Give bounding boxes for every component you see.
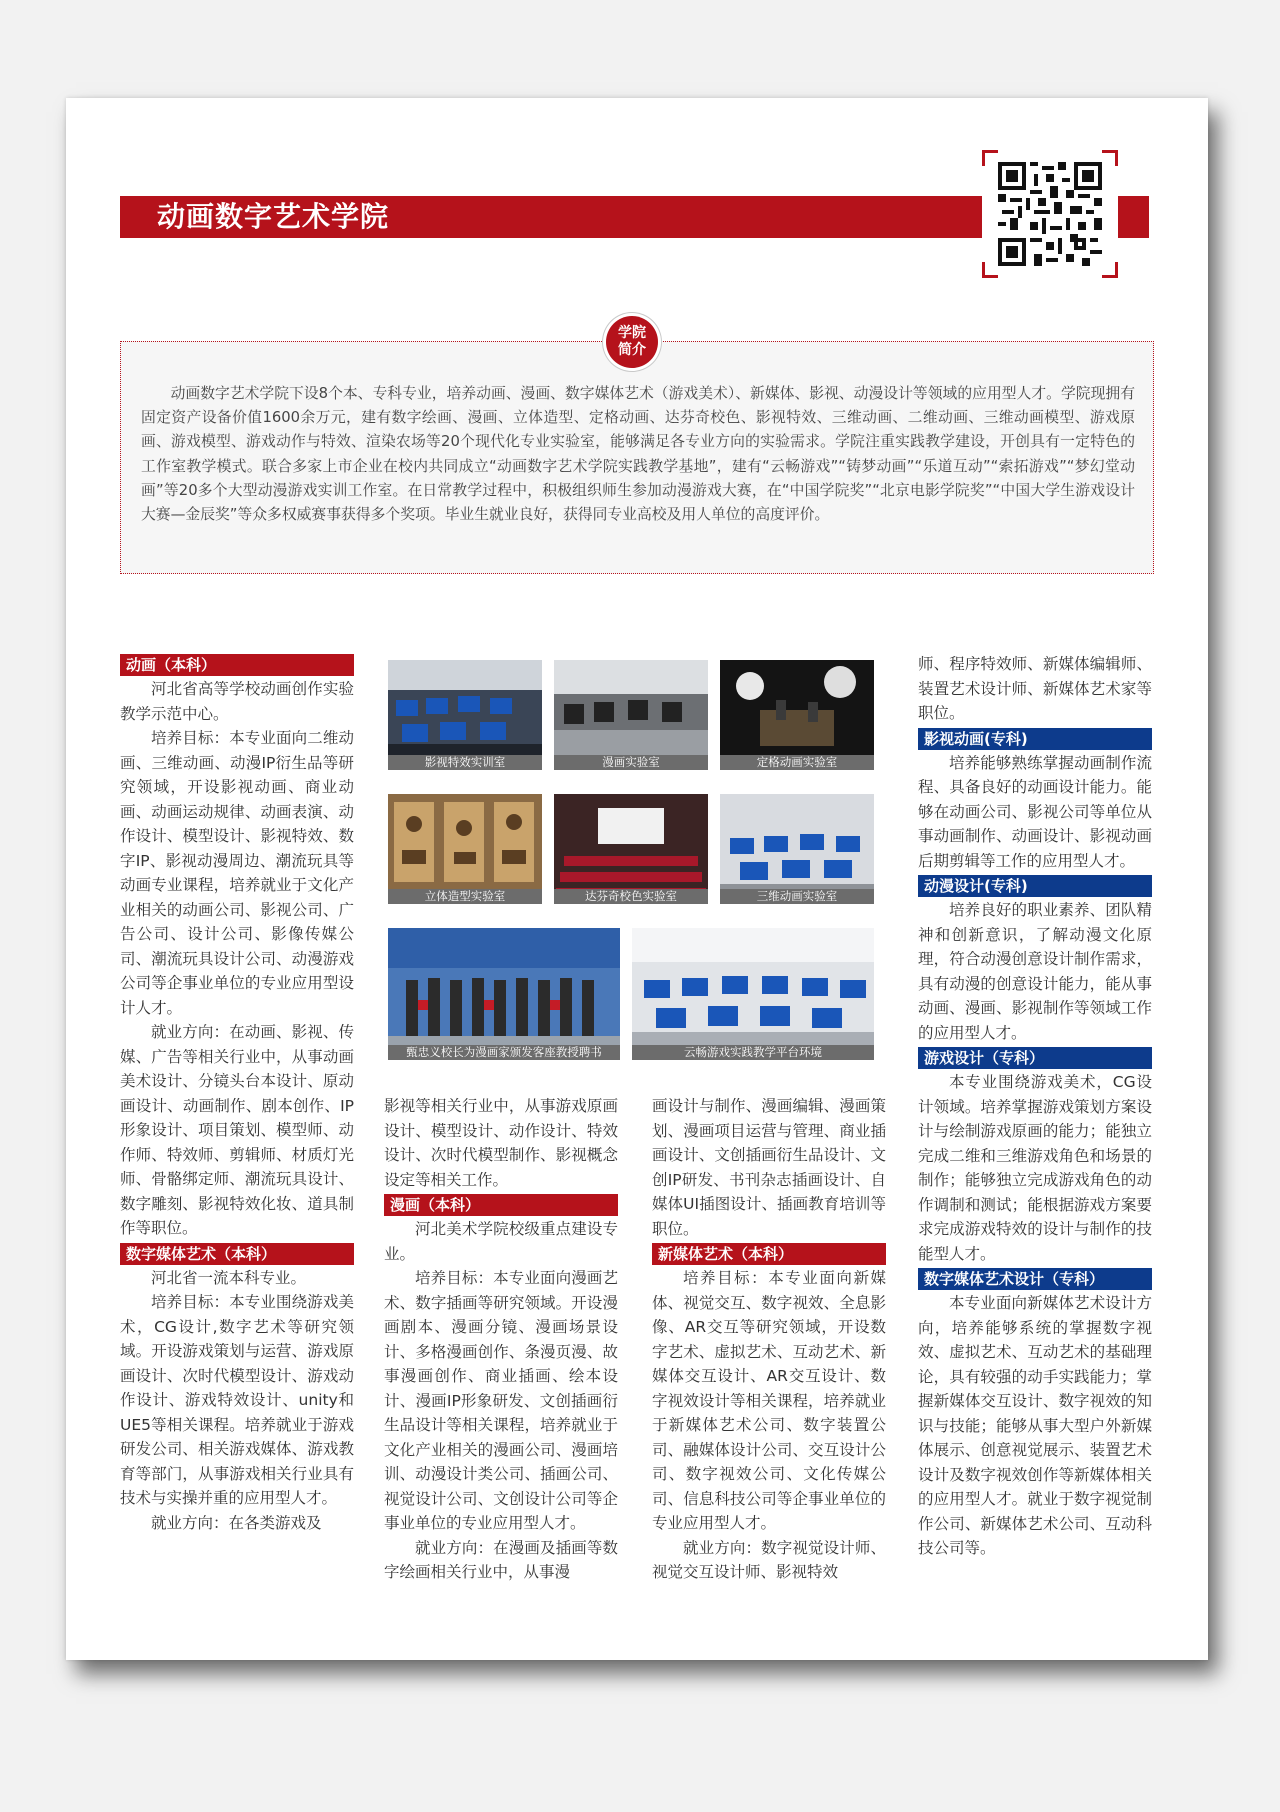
digital-media-career-cont: 影视等相关行业中，从事游戏原画设计、模型设计、动作设计、特效设计、次时代模型制作、影视概念设定等相关工作。 [384, 1097, 618, 1189]
column-3 [652, 1094, 886, 1585]
photo-award-ceremony [388, 928, 620, 1060]
intro-text: 动画数字艺术学院下设8个本、专科专业，培养动画、漫画、数字媒体艺术（游戏美术）、新媒体、影视、动漫设计等领域的应用型人才。学院现拥有固定资产设备价值1600余万元，建有数字绘画、漫画、立体造型、定格动画、达芬奇校色、影视特效、三维动画、二维动画、三维动画模型、游戏原画、游戏模型、游戏动作与特效、渲染农场等20个现代化专业实验室，能够满足各专业方向的实验需求。学院注重实践教学建设，开创具有一定特色的工作室教学模式。联合多家上市企业在校内共同成立“动画数字艺术学院实践教学基地”，建有“云畅游戏”“铸梦动画”“乐道互动”“索拓游戏”“梦幻堂动画”等20多个大型动漫游戏实训工作室。在日常教学过程中，积极组织师生参加动漫游戏大赛，在“中国学院奖”“北京电影学院奖”“中国大学生游戏设计大赛—金辰奖”等众多权威赛事获得多个奖项。毕业生就业良好，获得同专业高校及用人单位的高度评价。 [141, 385, 1135, 524]
photo-comic-lab [554, 660, 708, 770]
photo-caption: 影视特效实训室 [388, 755, 542, 770]
photo-caption: 云畅游戏实践教学平台环境 [632, 1045, 874, 1060]
qr-corner-top-left [982, 150, 998, 166]
photo-3d-lab [720, 794, 874, 904]
section-title-digital-media: 数字媒体艺术（本科） [120, 1243, 354, 1265]
photo-caption: 定格动画实验室 [720, 755, 874, 770]
section-title-film-animation: 影视动画(专科) [918, 728, 1152, 750]
intro-box [120, 341, 1154, 574]
photo-caption: 立体造型实验室 [388, 889, 542, 904]
section-title-new-media: 新媒体艺术（本科） [652, 1243, 886, 1265]
intro-badge-line1: 学院 [618, 325, 646, 341]
photo-vfx-lab [388, 660, 542, 770]
comic-goal: 培养目标：本专业面向漫画艺术、数字插画等研究领域。开设漫画剧本、漫画分镜、漫画场景设计、多格漫画创作、条漫页漫、故事漫画创作、商业插画、绘本设计、漫画IP形象研发、文创插画衍生品设计等相关课程，培养就业于文化产业相关的漫画公司、漫画培训、动漫设计类公司、插画公司、视觉设计公司、文创设计公司等企事业单位的专业应用型人才。 [384, 1269, 618, 1532]
qr-corner-top-right [1102, 150, 1118, 166]
photo-caption: 甄忠义校长为漫画家颁发客座教授聘书 [388, 1045, 620, 1060]
game-design-text: 本专业围绕游戏美术，CG设计领域。培养掌握游戏策划方案设计与绘制游戏原画的能力；能独立完成二维和三维游戏角色和场景的制作；能够独立完成游戏角色的动作调制和测试；能根据游戏方案要求完成游戏特效的设计与制作的技能型人才。 [918, 1073, 1152, 1263]
qr-code-icon[interactable] [998, 162, 1102, 266]
section-title-animation: 动画（本科） [120, 654, 354, 676]
qr-corner-bottom-left [982, 262, 998, 278]
photo-game-platform [632, 928, 874, 1060]
new-media-career: 就业方向：数字视觉设计师、视觉交互设计师、影视特效 [652, 1538, 886, 1581]
photo-davinci-lab [554, 794, 708, 904]
photo-caption: 漫画实验室 [554, 755, 708, 770]
qr-corner-bottom-right [1102, 262, 1118, 278]
digital-media-career: 就业方向：在各类游戏及 [151, 1513, 322, 1532]
photo-sculpture-lab [388, 794, 542, 904]
comic-career-cont: 画设计与制作、漫画编辑、漫画策划、漫画项目运营与管理、商业插画设计、文创插画衍生品设计、文创IP研发、书刊杂志插画设计、自媒体UI插图设计、插画教育培训等职位。 [652, 1097, 886, 1238]
digital-media-intro: 河北省一流本科专业。 [151, 1268, 307, 1287]
column-4 [918, 652, 1152, 1561]
photo-caption: 达芬奇校色实验室 [554, 889, 708, 904]
animation-intro: 河北省高等学校动画创作实验教学示范中心。 [120, 680, 354, 723]
column-1 [120, 652, 354, 1535]
page-title: 动画数字艺术学院 [120, 196, 1149, 238]
section-title-anime-design: 动漫设计(专科) [918, 875, 1152, 897]
brochure-page [66, 98, 1208, 1660]
section-title-game-design: 游戏设计（专科） [918, 1047, 1152, 1069]
digital-media-goal: 培养目标：本专业围绕游戏美术，CG设计,数字艺术等研究领域。开设游戏策划与运营、游戏原画设计、次时代模型设计、游戏动作设计、游戏特效设计、unity和UE5等相关课程。培养就业于游戏研发公司、相关游戏媒体、游戏教育等部门，从事游戏相关行业具有技术与实操并重的应用型人才。 [120, 1293, 354, 1507]
film-animation-text: 培养能够熟练掌握动画制作流程、具备良好的动画设计能力。能够在动画公司、影视公司等单位从事动画制作、动画设计、影视动画后期剪辑等工作的应用型人才。 [918, 753, 1152, 870]
animation-goal: 培养目标：本专业面向二维动画、三维动画、动漫IP衍生品等研究领域，开设影视动画、商业动画、动画运动规律、动画表演、动作设计、模型设计、影视特效、数字IP、影视动漫周边、潮流玩具等动画专业课程，培养就业于文化产业相关的动画公司、影视公司、广告公司、设计公司、影像传媒公司、潮流玩具设计公司、动漫游戏公司等企事业单位的专业应用型设计人才。 [120, 729, 354, 1017]
comic-intro: 河北美术学院校级重点建设专业。 [384, 1220, 618, 1263]
column-2 [384, 1094, 618, 1585]
intro-badge-line2: 简介 [618, 342, 646, 358]
animation-career: 就业方向：在动画、影视、传媒、广告等相关行业中，从事动画美术设计、分镜头台本设计、原动画设计、动画制作、剧本创作、IP形象设计、项目策划、模型师、动作师、特效师、剪辑师、材质灯光师、骨骼绑定师、潮流玩具设计、数字雕刻、影视特效化妆、道具制作等职位。 [120, 1023, 354, 1237]
new-media-goal: 培养目标：本专业面向新媒体、视觉交互、数字视效、全息影像、AR交互等研究领域，开设数字艺术、虚拟艺术、互动艺术、新媒体交互设计、AR交互设计、数字视效设计等相关课程，培养就业于新媒体艺术公司、数字装置公司、融媒体设计公司、交互设计公司、数字视效公司、文化传媒公司、信息科技公司等企事业单位的专业应用型人才。 [652, 1269, 886, 1532]
new-media-career-cont: 师、程序特效师、新媒体编辑师、装置艺术设计师、新媒体艺术家等职位。 [918, 655, 1152, 722]
anime-design-text: 培养良好的职业素养、团队精神和创新意识，了解动漫文化原理，符合动漫创意设计制作需求，具有动漫的创意设计能力，能从事动画、漫画、影视制作等领域工作的应用型人才。 [918, 901, 1152, 1042]
photo-caption: 三维动画实验室 [720, 889, 874, 904]
comic-career: 就业方向：在漫画及插画等数字绘画相关行业中，从事漫 [384, 1538, 618, 1581]
photo-stopmotion-lab [720, 660, 874, 770]
intro-badge [606, 316, 658, 368]
section-title-digital-media-design: 数字媒体艺术设计（专科） [918, 1268, 1152, 1290]
qr-frame [982, 150, 1118, 278]
digital-media-design-text: 本专业面向新媒体艺术设计方向，培养能够系统的掌握数字视效、虚拟艺术、互动艺术的基础理论，具有较强的动手实践能力；掌握新媒体交互设计、数字视效的知识与技能；能够从事大型户外新媒体展示、创意视觉展示、装置艺术设计及数字视效创作等新媒体相关的应用型人才。就业于数字视觉制作公司、新媒体艺术公司、互动科技公司等。 [918, 1294, 1152, 1557]
section-title-comic: 漫画（本科） [384, 1194, 618, 1216]
